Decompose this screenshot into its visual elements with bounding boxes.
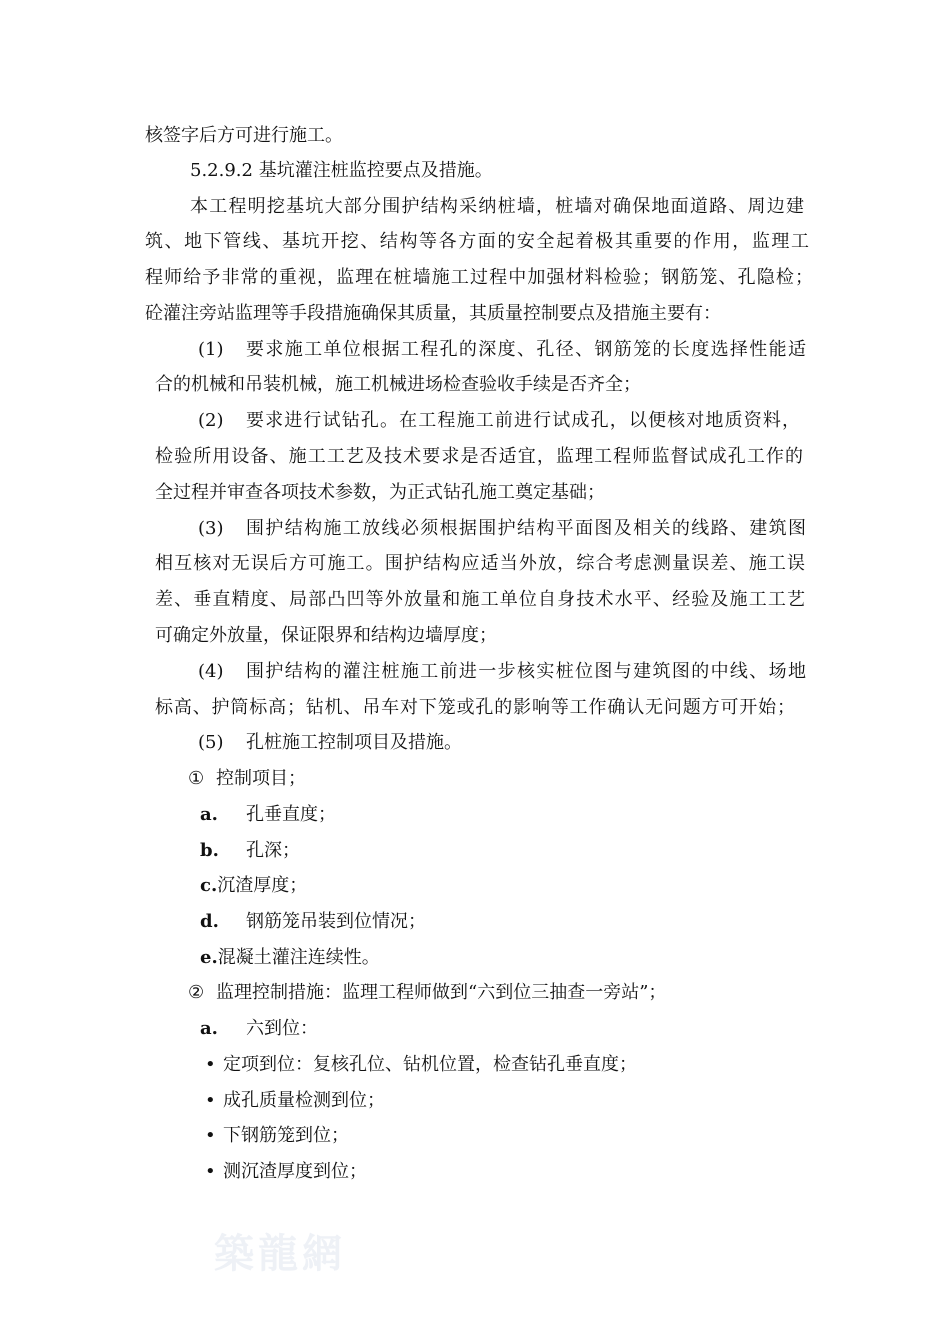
letter: d. (200, 911, 219, 932)
bullet-icon: • (205, 1125, 216, 1146)
text-line: 本工程明挖基坑大部分围护结构采纳桩墙，桩墙对确保地面道路、周边建 (190, 196, 804, 217)
bullet-text: 成孔质量检测到位； (223, 1090, 385, 1111)
letter-marker (200, 1017, 246, 1041)
section-heading: 5.2.9.2 基坑灌注桩监控要点及措施。 (190, 160, 493, 181)
text-line: 砼灌注旁站监理等手段措施确保其质量，其质量控制要点及措施主要有： (145, 303, 721, 324)
sub-item: 六到位： (246, 1018, 318, 1039)
list-item-number: (4) (198, 661, 224, 682)
list-item-text: 要求施工单位根据工程孔的深度、孔径、钢筋笼的长度选择性能适 (246, 339, 806, 360)
control-item: 钢筋笼吊装到位情况； (246, 911, 426, 932)
control-item-row (200, 874, 307, 898)
letter: b. (200, 840, 219, 861)
bullet-item (205, 1053, 637, 1077)
list-item-text: 要求进行试钻孔。在工程施工前进行试成孔，以便核对地质资料， (246, 410, 800, 431)
subsection-title: 控制项目； (216, 768, 306, 789)
control-item: 孔垂直度； (246, 804, 336, 825)
circled-number: ① (188, 768, 205, 789)
bullet-icon: • (205, 1090, 216, 1111)
letter: e. (200, 947, 218, 968)
subsection-title: 监理控制措施：监理工程师做到“六到位三抽查一旁站”； (216, 982, 667, 1003)
circled-number: ② (188, 982, 205, 1003)
letter: a. (200, 1018, 218, 1039)
list-item-text: 合的机械和吊装机械，施工机械进场检查验收手续是否齐全； (155, 374, 641, 395)
list-item-text: 全过程并审查各项技术参数，为正式钻孔施工奠定基础； (155, 482, 605, 503)
letter: c. (200, 875, 218, 896)
list-item-text: 差、垂直精度、局部凸凹等外放量和施工单位自身技术水平、经验及施工工艺 (155, 589, 805, 610)
list-item-text: 孔桩施工控制项目及措施。 (246, 732, 462, 753)
list-item-text: 检验所用设备、施工工艺及技术要求是否适宜，监理工程师监督试成孔工作的 (155, 446, 803, 467)
list-item-number: (5) (198, 732, 224, 753)
bullet-text: 测沉渣厚度到位； (223, 1161, 367, 1182)
letter-marker (200, 803, 246, 827)
list-item-text: 围护结构的灌注桩施工前进一步核实桩位图与建筑图的中线、场地 (246, 661, 806, 682)
bullet-text: 下钢筋笼到位； (223, 1125, 349, 1146)
letter: a. (200, 804, 218, 825)
watermark: 築龍網 (214, 1230, 346, 1277)
list-item-number: (1) (198, 339, 224, 360)
control-item: 沉渣厚度； (217, 875, 308, 896)
text-line: 程师给予非常的重视，监理在桩墙施工过程中加强材料检验；钢筋笼、孔隐检； (145, 267, 813, 288)
bullet-icon: • (205, 1161, 216, 1182)
list-item-number: (2) (198, 410, 224, 431)
letter-marker (200, 839, 246, 863)
control-item-row (200, 946, 380, 970)
bullet-text: 定项到位：复核孔位、钻机位置，检查钻孔垂直度； (223, 1054, 637, 1075)
bullet-icon: • (205, 1054, 216, 1075)
list-item-text: 围护结构施工放线必须根据围护结构平面图及相关的线路、建筑图 (246, 518, 806, 539)
bullet-item (205, 1124, 349, 1148)
bullet-item (205, 1160, 367, 1184)
text-line: 核签字后方可进行施工。 (145, 125, 343, 146)
text-line: 筑、地下管线、基坑开挖、结构等各方面的安全起着极其重要的作用，监理工 (145, 231, 809, 252)
bullet-item (205, 1089, 385, 1113)
list-item-text: 可确定外放量，保证限界和结构边墙厚度； (155, 625, 497, 646)
control-item: 混凝土灌注连续性。 (217, 947, 380, 968)
list-item-text: 相互核对无误后方可施工。围护结构应适当外放，综合考虑测量误差、施工误 (155, 553, 805, 574)
letter-marker (200, 910, 246, 934)
list-item-number: (3) (198, 518, 224, 539)
list-item-text: 标高、护筒标高；钻机、吊车对下笼或孔的影响等工作确认无问题方可开始； (155, 697, 795, 718)
control-item: 孔深； (246, 840, 300, 861)
